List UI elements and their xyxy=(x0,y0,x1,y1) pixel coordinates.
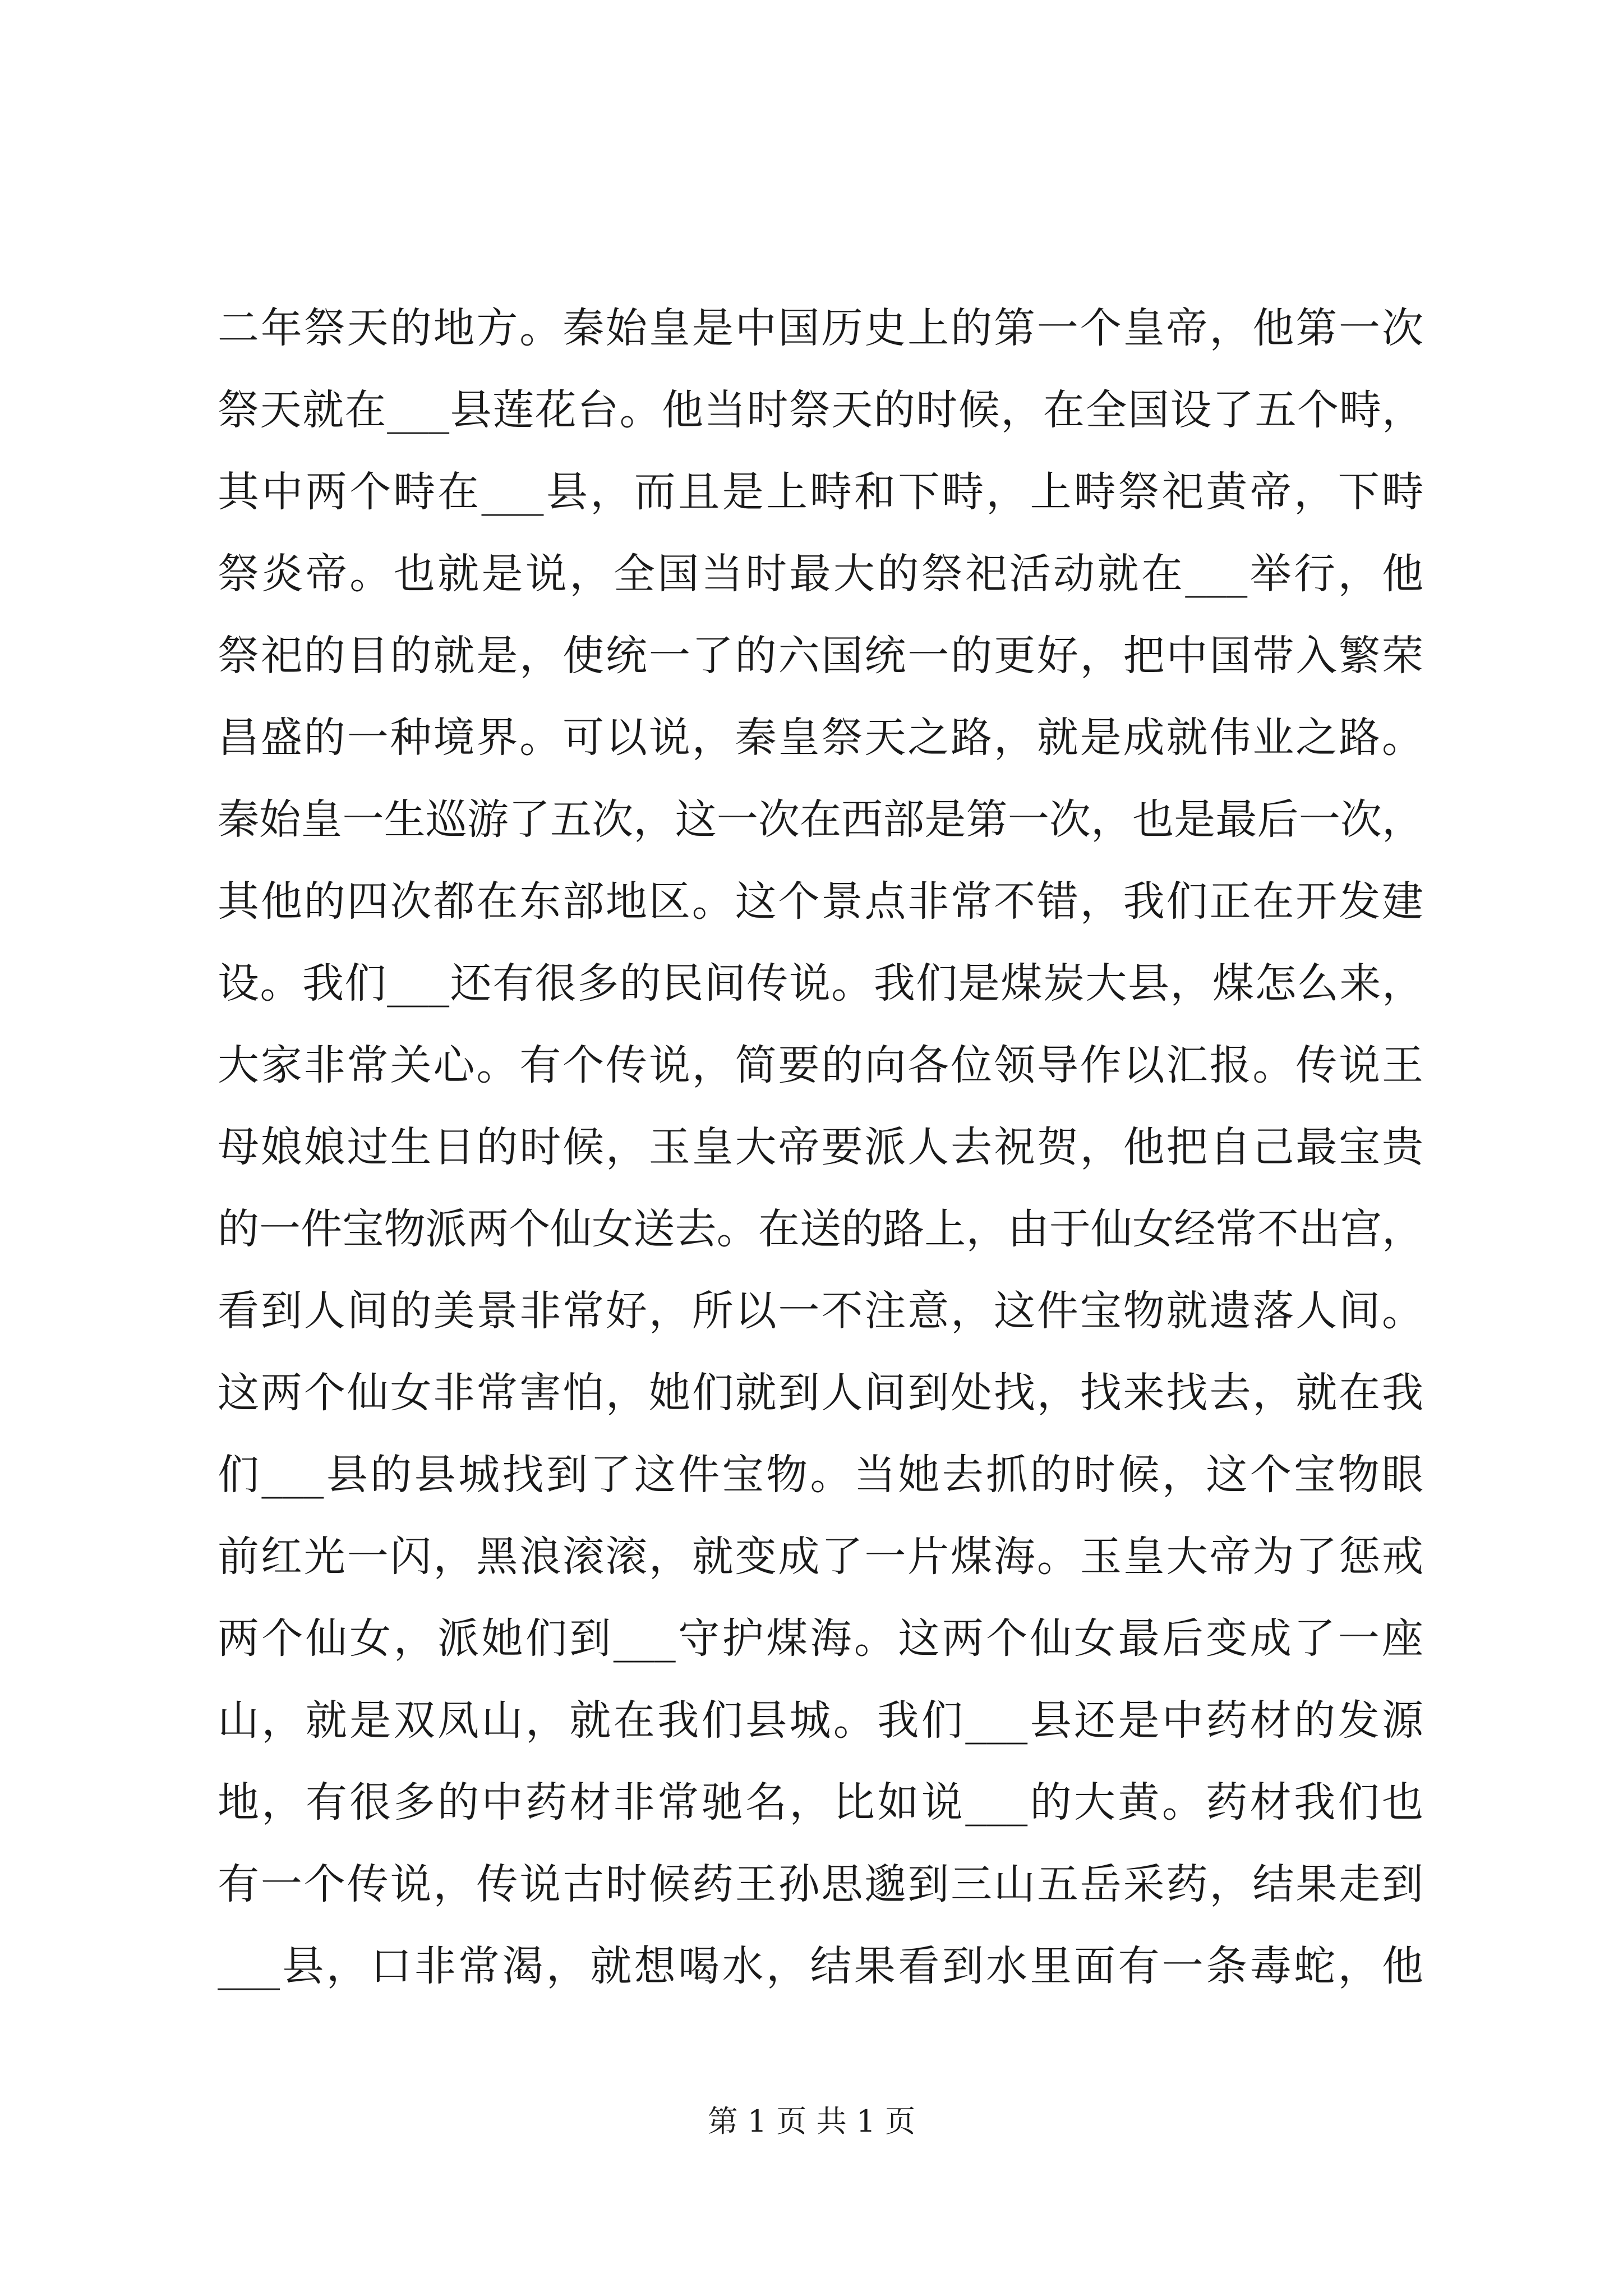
page-number-label: 第 1 页 共 1 页 xyxy=(707,2104,916,2139)
text-line: 有一个传说，传说古时候药王孙思邈到三山五岳采药，结果走到 xyxy=(218,1860,1423,1908)
text-line: 地，有很多的中药材非常驰名，比如说___的大黄。药材我们也 xyxy=(218,1778,1423,1826)
text-line: 其中两个畤在___县，而且是上畤和下畤，上畤祭祀黄帝，下畤 xyxy=(218,468,1423,516)
text-line: ___县，口非常渴，就想喝水，结果看到水里面有一条毒蛇，他 xyxy=(218,1942,1423,1990)
text-line: 昌盛的一种境界。可以说，秦皇祭天之路，就是成就伟业之路。 xyxy=(218,714,1423,762)
text-line: 设。我们___还有很多的民间传说。我们是煤炭大县，煤怎么来， xyxy=(218,959,1423,1007)
text-line: 前红光一闪，黑浪滚滚，就变成了一片煤海。玉皇大帝为了惩戒 xyxy=(218,1533,1423,1581)
text-line: 看到人间的美景非常好，所以一不注意，这件宝物就遗落人间。 xyxy=(218,1287,1423,1335)
text-line: 二年祭天的地方。秦始皇是中国历史上的第一个皇帝，他第一次 xyxy=(218,304,1423,352)
text-line: 两个仙女，派她们到___守护煤海。这两个仙女最后变成了一座 xyxy=(218,1614,1423,1663)
body-text xyxy=(218,287,1423,2007)
text-line: 们___县的县城找到了这件宝物。当她去抓的时候，这个宝物眼 xyxy=(218,1451,1423,1499)
text-line: 这两个仙女非常害怕，她们就到人间到处找，找来找去，就在我 xyxy=(218,1369,1423,1417)
text-line: 母娘娘过生日的时候，玉皇大帝要派人去祝贺，他把自己最宝贵 xyxy=(218,1123,1423,1171)
text-line: 大家非常关心。有个传说，简要的向各位领导作以汇报。传说王 xyxy=(218,1041,1423,1089)
text-line: 祭炎帝。也就是说，全国当时最大的祭祀活动就在___举行，他 xyxy=(218,550,1423,598)
text-line: 山，就是双凤山，就在我们县城。我们___县还是中药材的发源 xyxy=(218,1696,1423,1745)
page-footer xyxy=(0,2099,1623,2144)
text-line: 祭天就在___县莲花台。他当时祭天的时候，在全国设了五个畤， xyxy=(218,386,1423,434)
text-line: 祭祀的目的就是，使统一了的六国统一的更好，把中国带入繁荣 xyxy=(218,632,1423,680)
text-line: 其他的四次都在东部地区。这个景点非常不错，我们正在开发建 xyxy=(218,877,1423,926)
text-line: 的一件宝物派两个仙女送去。在送的路上，由于仙女经常不出宫， xyxy=(218,1205,1423,1253)
text-line: 秦始皇一生巡游了五次，这一次在西部是第一次，也是最后一次， xyxy=(218,795,1423,844)
